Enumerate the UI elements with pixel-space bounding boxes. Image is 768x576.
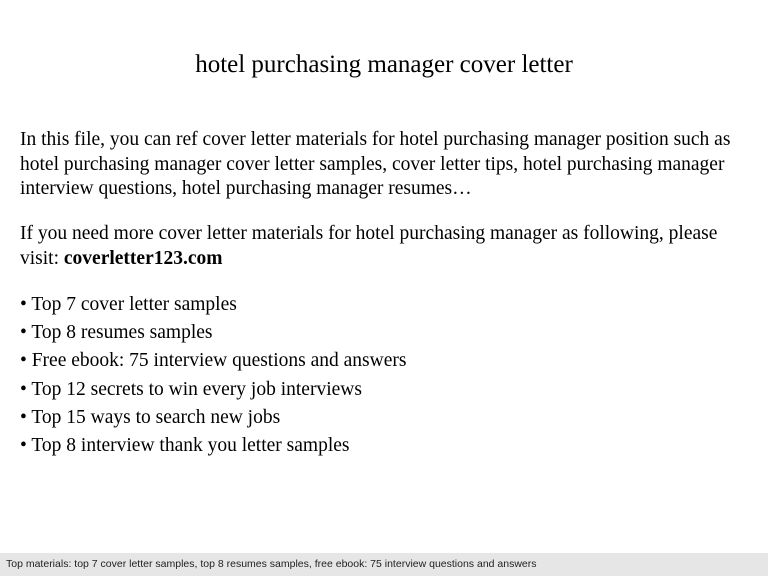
materials-list [20,291,406,460]
list-item: • Top 8 interview thank you letter samples [20,435,350,457]
website-link[interactable]: coverletter123.com [63,247,223,269]
visit-paragraph [20,222,760,271]
visit-prefix-text: If you need more cover letter materials for hotel purchasing manager as following, please visit: [20,223,718,269]
list-item: • Top 15 ways to search new jobs [20,406,281,428]
footer-bar: Top materials: top 7 cover letter samples, top 8 resumes samples, free ebook: 75 interview questions and answers [0,553,768,576]
slide-title: hotel purchasing manager cover letter [195,51,573,78]
list-item: • Top 7 cover letter samples [20,294,237,315]
list-item: • Top 12 secrets to win every job interviews [20,378,362,400]
list-item: • Top 8 resumes samples [20,322,213,344]
intro-paragraph: In this file, you can ref cover letter materials for hotel purchasing manager position such as hotel purchasing manager cover letter samples, cover letter tips, hotel purchasing manager interview questions, hotel purchasing manager resumes… [20,129,731,199]
list-item: • Free ebook: 75 interview questions and answers [20,350,407,372]
